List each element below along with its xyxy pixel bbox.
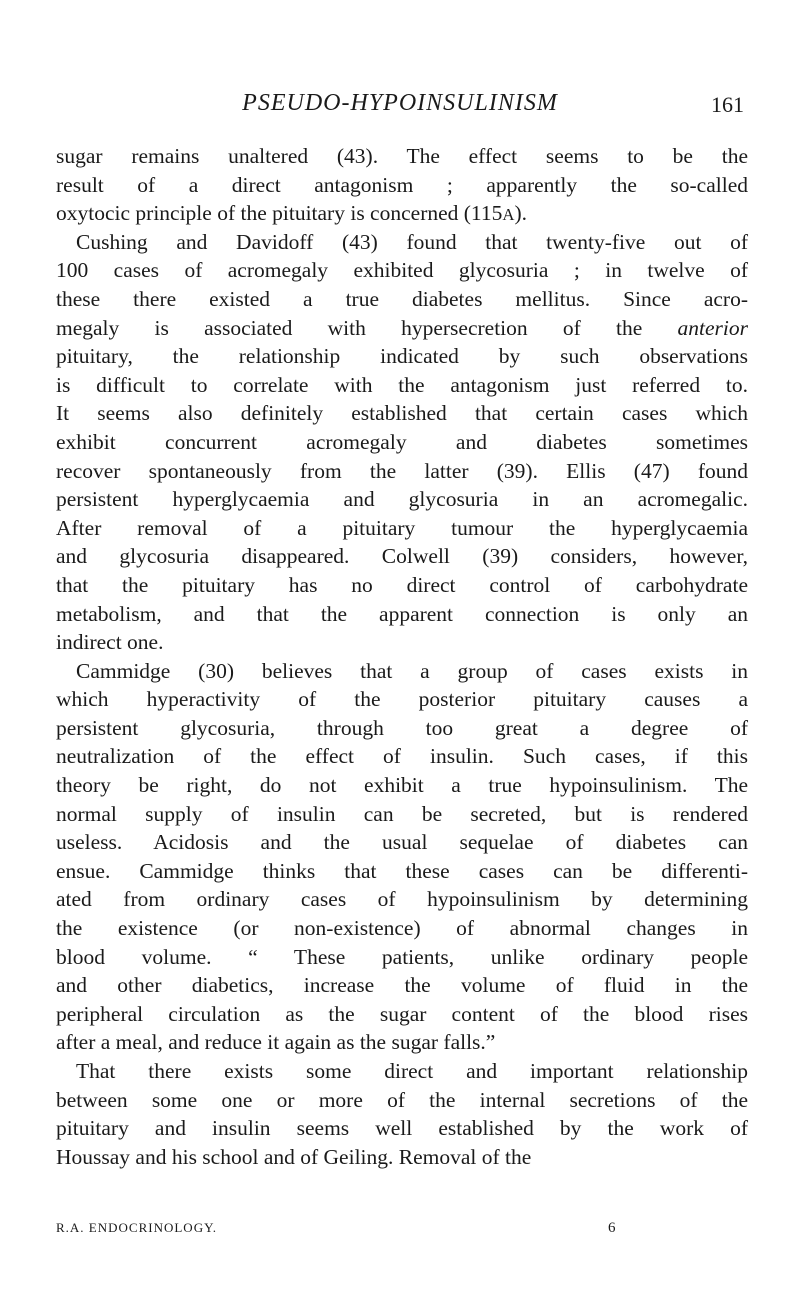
- text-line: [56, 857, 748, 886]
- text-line: [56, 371, 748, 400]
- text-line: [56, 800, 748, 829]
- chapter-title: PSEUDO-HYPOINSULINISM: [242, 90, 558, 116]
- line-text: 100 cases of acromegaly exhibited glycosuria ; in twelve of: [56, 258, 748, 283]
- line-text: After removal of a pituitary tumour the hyperglycaemia: [56, 515, 748, 540]
- line-text: between some one or more of the internal secretions of the: [56, 1087, 748, 1112]
- line-text: metabolism, and that the apparent connection is only an: [56, 601, 748, 626]
- text-line: [56, 828, 748, 857]
- line-text: sugar remains unaltered (43). The effect seems to be the: [56, 144, 748, 168]
- text-line: [56, 171, 748, 200]
- text-line: [56, 1086, 748, 1115]
- line-text: blood volume. “ These patients, unlike ordinary people: [56, 944, 748, 969]
- line-text: which hyperactivity of the posterior pituitary causes a: [56, 687, 748, 712]
- line-text: ensue. Cammidge thinks that these cases can be differenti-: [56, 858, 748, 883]
- line-text: pituitary and insulin seems well established by the work of: [56, 1116, 748, 1141]
- line-text: result of a direct antagonism ; apparently the so-called: [56, 172, 748, 197]
- line-text: Cushing and Davidoff (43) found that twenty-five out of: [76, 229, 748, 254]
- line-text: after a meal, and reduce it again as the sugar falls.”: [56, 1030, 496, 1055]
- line-text: and other diabetics, increase the volume of fluid in the: [56, 973, 748, 998]
- text-line: [56, 714, 748, 743]
- line-text: exhibit concurrent acromegaly and diabetes sometimes: [56, 429, 748, 454]
- line-text: megaly is associated with hypersecretion of the: [56, 315, 678, 340]
- text-line: [56, 314, 748, 343]
- line-text: and glycosuria disappeared. Colwell (39) considers, however,: [56, 544, 748, 569]
- line-text: neutralization of the effect of insulin. Such cases, if this: [56, 744, 748, 769]
- line-text: Cammidge (30) believes that a group of cases exists in: [76, 658, 748, 683]
- text-line: [56, 256, 748, 285]
- text-line: [56, 285, 748, 314]
- running-head: [56, 90, 744, 126]
- text-line: [56, 600, 748, 629]
- page-footer: [56, 1220, 748, 1242]
- line-text: That there exists some direct and important relationship: [76, 1059, 748, 1083]
- text-line: [56, 571, 748, 600]
- line-text: It seems also definitely established that certain cases which: [56, 401, 748, 426]
- page-number: 161: [711, 92, 744, 117]
- text-line: [56, 1000, 748, 1029]
- line-text: peripheral circulation as the sugar content of the blood rises: [56, 1001, 748, 1026]
- text-line: [56, 657, 748, 686]
- line-text: these there existed a true diabetes mellitus. Since acro-: [56, 286, 748, 311]
- text-line: [56, 742, 748, 771]
- line-text: ated from ordinary cases of hypoinsulinism by determining: [56, 887, 748, 912]
- text-line: [56, 228, 748, 257]
- text-line: [56, 1057, 748, 1086]
- line-text: Houssay and his school and of Geiling. Removal of the: [56, 1144, 532, 1169]
- text-line: [56, 1028, 748, 1057]
- line-text: ).: [514, 201, 528, 226]
- line-text: normal supply of insulin can be secreted, but is rendered: [56, 801, 748, 826]
- text-line: [56, 771, 748, 800]
- gathering-mark: 6: [608, 1220, 617, 1236]
- text-line: [56, 485, 748, 514]
- line-text: useless. Acidosis and the usual sequelae of diabetes can: [56, 830, 748, 855]
- text-line: [56, 943, 748, 972]
- small-caps-text: A: [502, 205, 515, 225]
- body-text: [56, 142, 748, 1171]
- text-line: [56, 514, 748, 543]
- italic-text: anterior: [677, 315, 748, 340]
- text-line: [56, 399, 748, 428]
- line-text: theory be right, do not exhibit a true hypoinsulinism. The: [56, 773, 748, 798]
- line-text: that the pituitary has no direct control of carbohydrate: [56, 572, 748, 597]
- text-line: [56, 199, 748, 228]
- line-text: recover spontaneously from the latter (39). Ellis (47) found: [56, 458, 748, 483]
- text-line: [56, 142, 748, 171]
- text-line: [56, 342, 748, 371]
- text-line: [56, 685, 748, 714]
- line-text: indirect one.: [56, 630, 164, 655]
- line-text: persistent glycosuria, through too great a degree of: [56, 715, 748, 740]
- text-line: [56, 1114, 748, 1143]
- text-line: [56, 428, 748, 457]
- line-text: pituitary, the relationship indicated by such observations: [56, 344, 748, 369]
- line-text: persistent hyperglycaemia and glycosuria in an acromegalic.: [56, 487, 748, 512]
- text-line: [56, 457, 748, 486]
- text-line: [56, 628, 748, 657]
- text-line: [56, 542, 748, 571]
- line-text: is difficult to correlate with the antagonism just referred to.: [56, 372, 748, 397]
- text-line: [56, 971, 748, 1000]
- text-line: [56, 914, 748, 943]
- text-line: [56, 885, 748, 914]
- text-line: [56, 1143, 748, 1172]
- signature-line: R.A. ENDOCRINOLOGY.: [56, 1220, 218, 1235]
- line-text: the existence (or non-existence) of abnormal changes in: [56, 916, 748, 941]
- line-text: oxytocic principle of the pituitary is concerned (115: [56, 201, 503, 226]
